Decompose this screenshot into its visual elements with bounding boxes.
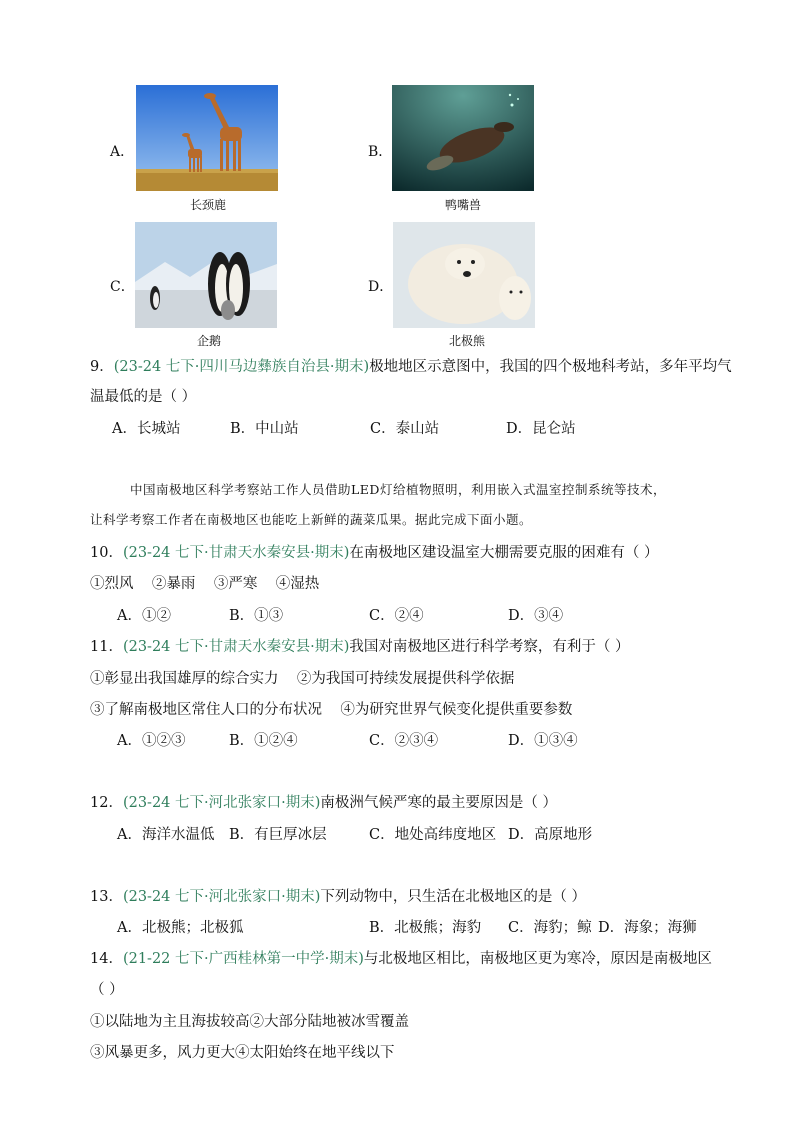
q9-option-a: A．长城站 (112, 421, 181, 437)
penguin-photo (135, 222, 277, 328)
q13-option-d: D．海象；海狮 (598, 920, 697, 936)
question-14 (90, 947, 712, 968)
q9-option-d: D．昆仑站 (506, 421, 576, 437)
q11-option-a: A．①②③ (117, 733, 186, 749)
question-number: 11． (90, 639, 123, 655)
option-c-letter: C． (110, 279, 135, 295)
question-source: (23-24 七下·四川马边彝族自治县·期末) (113, 359, 370, 375)
question-source: (23-24 七下·甘肃天水秦安县·期末) (122, 545, 350, 561)
q11-option-b: B．①②④ (229, 733, 298, 749)
q10-option-a: A．①② (117, 608, 171, 624)
q12-option-b: B．有巨厚冰层 (229, 827, 327, 843)
q9-option-b: B．中山站 (230, 421, 299, 437)
q12-option-a: A．海洋水温低 (117, 827, 215, 843)
option-c-caption: 企鹅 (197, 334, 222, 348)
q11-items-line-2: ③了解南极地区常住人口的分布状况 ④为研究世界气候变化提供重要参数 (90, 702, 573, 718)
question-source: (23-24 七下·河北张家口·期末) (122, 889, 321, 905)
question-13 (90, 885, 586, 906)
question-9-text-continued: 温最低的是（ ） (90, 389, 197, 405)
passage-line-1: 中国南极地区科学考察站工作人员借助LED灯给植物照明，利用嵌入式温室控制系统等技术， (130, 482, 666, 497)
q13-option-b: B．北极熊；海豹 (369, 920, 482, 936)
question-text: 南极洲气候严寒的最主要原因是（ ） (320, 795, 558, 811)
question-text: 极地地区示意图中，我国的四个极地科考站，多年平均气 (369, 359, 732, 375)
question-text: 与北极地区相比，南极地区更为寒冷，原因是南极地区 (363, 951, 712, 967)
option-b-letter: B． (368, 144, 393, 160)
polar-bear-photo (393, 222, 535, 328)
question-number: 10． (90, 545, 123, 561)
question-source: (21-22 七下·广西桂林第一中学·期末) (122, 951, 364, 967)
question-text: 在南极地区建设温室大棚需要克服的困难有（ ） (349, 545, 659, 561)
passage-line-2: 让科学考察工作者在南极地区也能吃上新鲜的蔬菜瓜果。据此完成下面小题。 (90, 512, 533, 527)
option-d-letter: D． (368, 279, 394, 295)
question-12 (90, 791, 557, 812)
question-11 (90, 635, 630, 656)
option-a-caption: 长颈鹿 (190, 198, 227, 212)
question-9 (90, 355, 732, 376)
question-number: 12． (90, 795, 123, 811)
q10-items: ①烈风 ②暴雨 ③严寒 ④湿热 (90, 576, 320, 592)
q14-items-line-2: ③风暴更多，风力更大④太阳始终在地平线以下 (90, 1045, 395, 1061)
q10-option-b: B．①③ (229, 608, 284, 624)
q12-option-d: D．高原地形 (508, 827, 593, 843)
question-number: 13． (90, 889, 123, 905)
question-number: 14． (90, 951, 123, 967)
option-a-letter: A． (110, 144, 135, 160)
q9-option-c: C．泰山站 (370, 421, 440, 437)
q11-option-c: C．②③④ (369, 733, 439, 749)
q11-items-line-1: ①彰显出我国雄厚的综合实力 ②为我国可持续发展提供科学依据 (90, 671, 515, 687)
q14-items-line-1: ①以陆地为主且海拔较高②大部分陆地被冰雪覆盖 (90, 1014, 409, 1030)
q13-option-a: A．北极熊；北极狐 (117, 920, 244, 936)
question-10 (90, 541, 659, 562)
q13-option-c: C．海豹；鲸 (508, 920, 592, 936)
q10-option-d: D．③④ (508, 608, 564, 624)
question-source: (23-24 七下·甘肃天水秦安县·期末) (122, 639, 350, 655)
question-number: 9． (90, 359, 114, 375)
option-b-caption: 鸭嘴兽 (445, 198, 482, 212)
question-14-text-continued: （ ） (90, 982, 124, 998)
q12-option-c: C．地处高纬度地区 (369, 827, 497, 843)
question-text: 下列动物中，只生活在北极地区的是（ ） (320, 889, 587, 905)
q10-option-c: C．②④ (369, 608, 424, 624)
option-d-caption: 北极熊 (449, 334, 486, 348)
giraffe-photo (136, 85, 278, 191)
q11-option-d: D．①③④ (508, 733, 578, 749)
platypus-photo (392, 85, 534, 191)
question-text: 我国对南极地区进行科学考察，有利于（ ） (349, 639, 630, 655)
question-source: (23-24 七下·河北张家口·期末) (122, 795, 321, 811)
